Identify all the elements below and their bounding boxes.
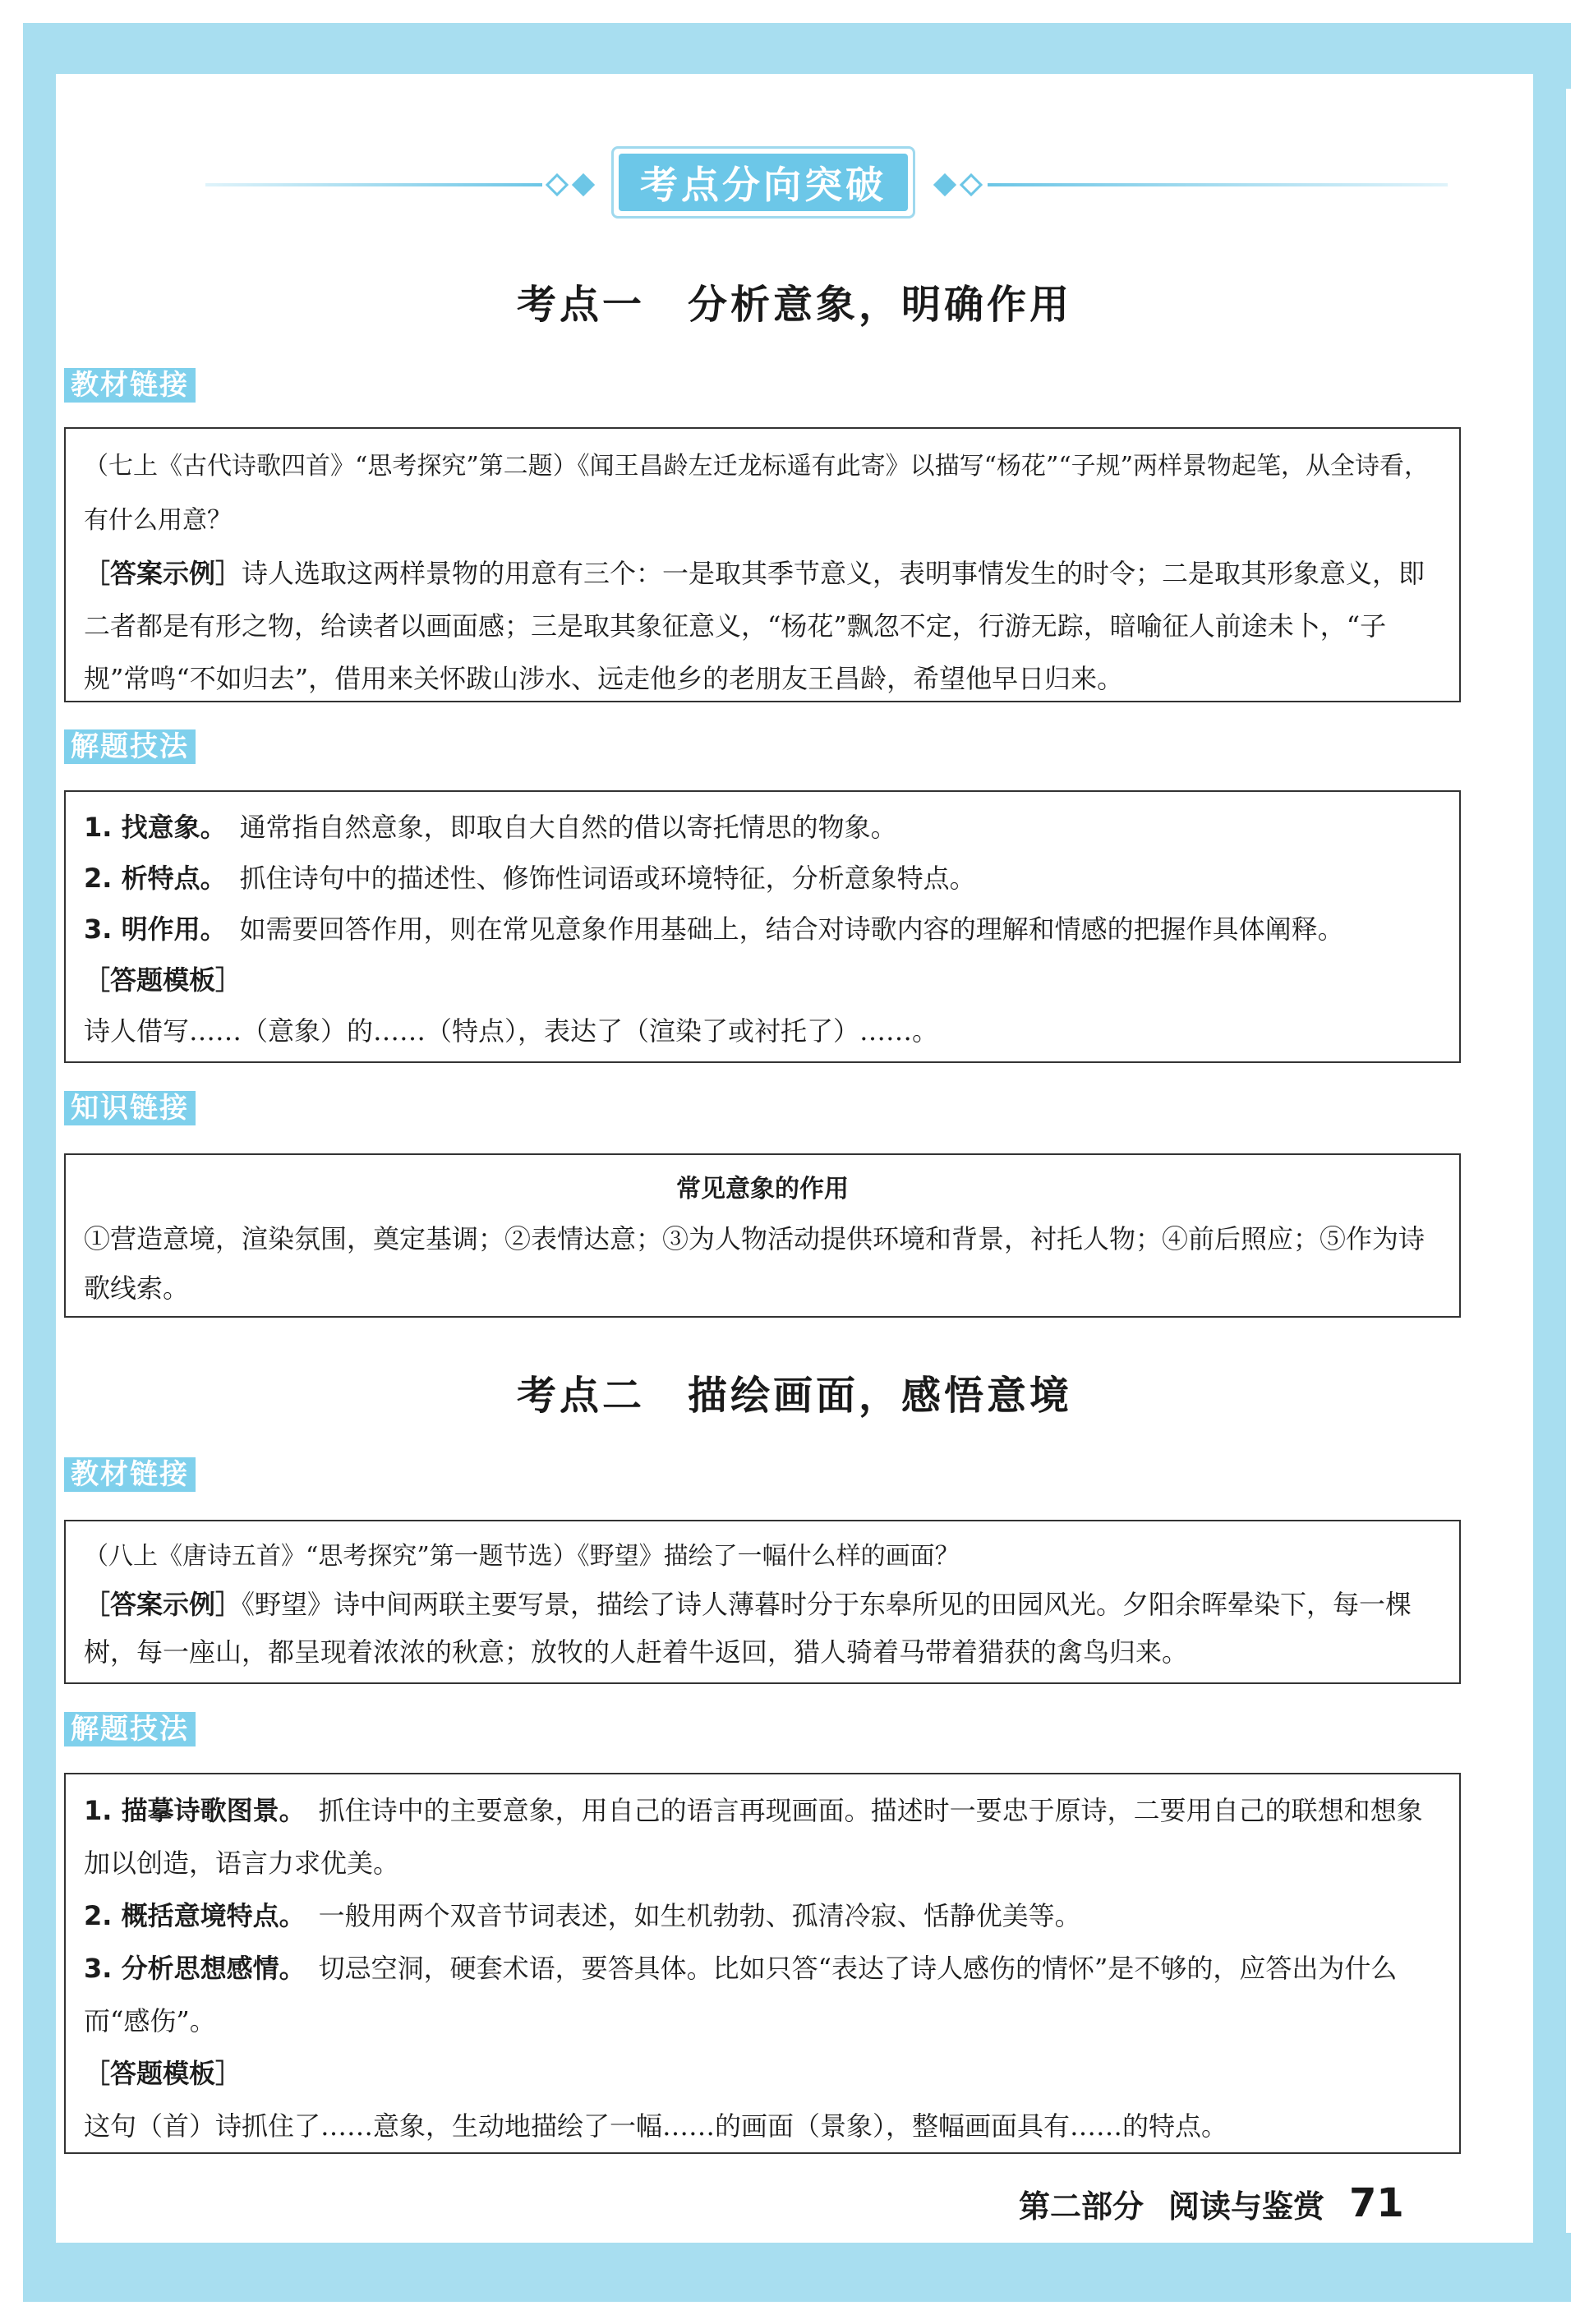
- page-footer: [1019, 2177, 1446, 2226]
- knowledge-text: ①营造意境，渲染氛围，奠定基调；②表情达意；③为人物活动提供环境和背景，衬托人物；④前后照应；⑤作为诗歌线索。: [84, 1223, 1425, 1304]
- method-step: 1. 找意象。 通常指自然意象，即取自大自然的借以寄托情思的物象。: [84, 812, 897, 843]
- section-2-answer: ［答案示例］《野望》诗中间两联主要写景，描绘了诗人薄暮时分于东皋所见的田园风光。夕阳余晖晕染下，每一棵树，每一座山，都呈现着浓浓的秋意；放牧的人赶着牛返回，猎人骑着马带着猎获的禽鸟归来。: [84, 1589, 1412, 1668]
- footer-part: 第二部分: [1019, 2188, 1145, 2225]
- section-2-title: 考点二 描绘画面，感悟意境: [516, 1373, 1072, 1419]
- section-2-method-label: 解题技法: [64, 1712, 196, 1746]
- banner-rule-left: [205, 183, 542, 186]
- template-tag: ［答题模板］: [84, 964, 242, 996]
- answer-tag: ［答案示例］: [84, 1589, 242, 1620]
- method-step: 1. 描摹诗歌图景。 抓住诗中的主要意象，用自己的语言再现画面。描述时一要忠于原诗，二要用自己的联想和想象加以创造，语言力求优美。: [84, 1795, 1423, 1879]
- section-1-title: 考点一 分析意象，明确作用: [516, 282, 1072, 328]
- method-step: 2. 析特点。 抓住诗句中的描述性、修饰性词语或环境特征，分析意象特点。: [84, 863, 976, 894]
- banner-rule-right: [988, 183, 1448, 186]
- section-1-textbook-box: [64, 427, 1461, 702]
- section-1-method-label: 解题技法: [64, 729, 196, 764]
- page-number: 71: [1349, 2180, 1404, 2226]
- section-1-question: （七上《古代诗歌四首》“思考探究”第二题）《闻王昌龄左迁龙标遥有此寄》以描写“杨花”“子规”两样景物起笔，从全诗看，有什么用意？: [84, 452, 1430, 535]
- template-text: 诗人借写……（意象）的……（特点），表达了（渲染了或衬托了）……。: [84, 1015, 939, 1047]
- section-1-knowledge-label: 知识链接: [64, 1091, 196, 1125]
- method-step: 2. 概括意境特点。 一般用两个双音节词表述，如生机勃勃、孤清冷寂、恬静优美等。: [84, 1900, 1081, 1931]
- page-frame-bottom: [23, 2233, 1571, 2302]
- banner-title: 考点分向突破: [619, 154, 908, 211]
- method-step: 3. 分析思想感情。 切忌空洞，硬套术语，要答具体。比如只答“表达了诗人感伤的情怀”是不够的，应答出为什么而“感伤”。: [84, 1953, 1398, 2036]
- template-text: 这句（首）诗抓住了……意象，生动地描绘了一幅……的画面（景象），整幅画面具有……的特点。: [84, 2110, 1228, 2142]
- footer-subject: 阅读与鉴赏: [1168, 2188, 1325, 2225]
- banner: [611, 146, 915, 219]
- method-step: 3. 明作用。 如需要回答作用，则在常见意象作用基础上，结合对诗歌内容的理解和情感的把握作具体阐释。: [84, 913, 1344, 945]
- section-2-question: （八上《唐诗五首》“思考探究”第一题节选）《野望》描绘了一幅什么样的画面？: [84, 1542, 960, 1571]
- answer-tag: ［答案示例］: [84, 558, 242, 589]
- section-1-knowledge-box: [64, 1153, 1461, 1318]
- section-1-textbook-label: 教材链接: [64, 368, 196, 403]
- section-2-method-box: [64, 1773, 1461, 2154]
- section-2-textbook-box: [64, 1520, 1461, 1684]
- knowledge-title: 常见意象的作用: [676, 1175, 849, 1203]
- section-2-textbook-label: 教材链接: [64, 1457, 196, 1492]
- section-1-answer: ［答案示例］诗人选取这两样景物的用意有三个：一是取其季节意义，表明事情发生的时令；二是取其形象意义，即二者都是有形之物，给读者以画面感；三是取其象征意义，“杨花”飘忽不定，行游无踪，暗喻征人前途未卜，“子规”常鸣“不如归去”，借用来关怀跋山涉水、远走他乡的老朋友王昌龄，希望他早日归来。: [84, 558, 1425, 694]
- section-1-method-box: [64, 790, 1461, 1063]
- template-tag: ［答题模板］: [84, 2058, 242, 2089]
